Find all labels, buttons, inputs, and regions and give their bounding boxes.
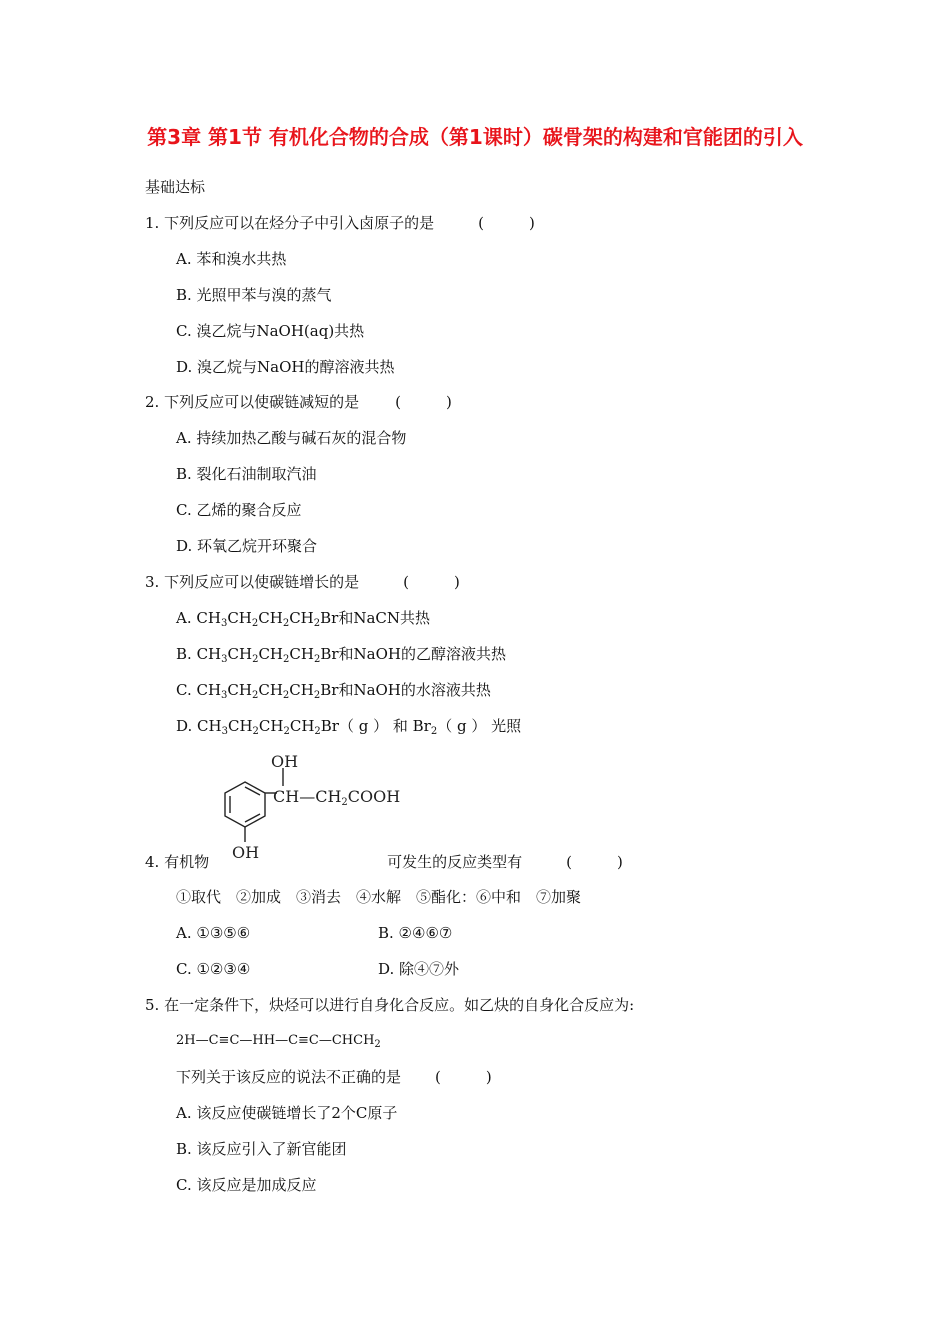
option-c: C. 溴乙烷与NaOH(aq)共热: [176, 322, 365, 340]
hydroxyl-bottom: OH: [232, 843, 260, 862]
question-stem-prefix: 4. 有机物: [145, 853, 210, 871]
option-b: B. $CH_3CH_2CH_2CH_2Br$和NaOH的乙醇溶液共热: [176, 645, 506, 665]
answer-paren: ( ): [435, 1068, 492, 1086]
question-5: 5. 在一定条件下，炔烃可以进行自身化合反应。如乙炔的自身化合反应为:: [145, 996, 635, 1014]
option-a: A. 该反应使碳链增长了2个C原子: [176, 1104, 398, 1122]
answer-paren: ( ): [403, 573, 460, 591]
chain-text: CH—CH2COOH: [273, 787, 401, 808]
option-c: C. ①②③④: [176, 960, 251, 978]
question-4: [145, 852, 623, 872]
question-2: [145, 392, 452, 412]
option-b: B. 该反应引入了新官能团: [176, 1140, 347, 1158]
option-d: D. $CH_3CH_2CH_2CH_2Br$（ g ） 和 $Br_2$（ g ） 光照: [176, 717, 522, 737]
question-1: [145, 213, 535, 233]
option-a: A. 苯和溴水共热: [176, 250, 287, 268]
option-c: C. 乙烯的聚合反应: [176, 501, 302, 519]
option-a: A. ①③⑤⑥: [176, 924, 251, 942]
benzene-ring: [225, 782, 265, 827]
question-stem: 3. 下列反应可以使碳链增长的是: [145, 573, 360, 591]
reaction-equation: $2H—C\equiv C—HH—C\equiv C—CHCH_2$: [176, 1033, 381, 1050]
question-3: [145, 572, 460, 592]
answer-paren: ( ): [566, 853, 623, 871]
option-d: D. 溴乙烷与NaOH的醇溶液共热: [176, 358, 395, 376]
option-b: B. 裂化石油制取汽油: [176, 465, 317, 483]
reaction-types: ①取代 ②加成 ③消去 ④水解 ⑤酯化：⑥中和 ⑦加聚: [176, 888, 582, 906]
option-b: B. 光照甲苯与溴的蒸气: [176, 286, 332, 304]
option-c: C. 该反应是加成反应: [176, 1176, 317, 1194]
option-a: A. $CH_3CH_2CH_2CH_2Br$和NaCN共热: [176, 609, 430, 629]
option-d: D. 除④⑦外: [378, 960, 460, 978]
question-stem: 2. 下列反应可以使碳链减短的是: [145, 393, 360, 411]
molecule-structure: [215, 752, 425, 864]
question-5-prompt: 下列关于该反应的说法不正确的是 ( ): [176, 1068, 492, 1086]
option-c: C. $CH_3CH_2CH_2CH_2Br$和NaOH的水溶液共热: [176, 681, 491, 701]
option-d: D. 环氧乙烷开环聚合: [176, 537, 318, 555]
option-a: A. 持续加热乙酸与碱石灰的混合物: [176, 429, 407, 447]
hydroxyl-top: OH: [271, 752, 299, 771]
document-title: 第3章 第1节 有机化合物的合成（第1课时）碳骨架的构建和官能团的引入: [147, 125, 803, 149]
option-b: B. ②④⑥⑦: [378, 924, 453, 942]
question-stem-suffix: 可发生的反应类型有: [387, 853, 523, 871]
answer-paren: ( ): [395, 393, 452, 411]
answer-paren: ( ): [478, 214, 535, 232]
question-stem: 1. 下列反应可以在烃分子中引入卤原子的是: [145, 214, 435, 232]
section-label: 基础达标: [145, 178, 206, 196]
